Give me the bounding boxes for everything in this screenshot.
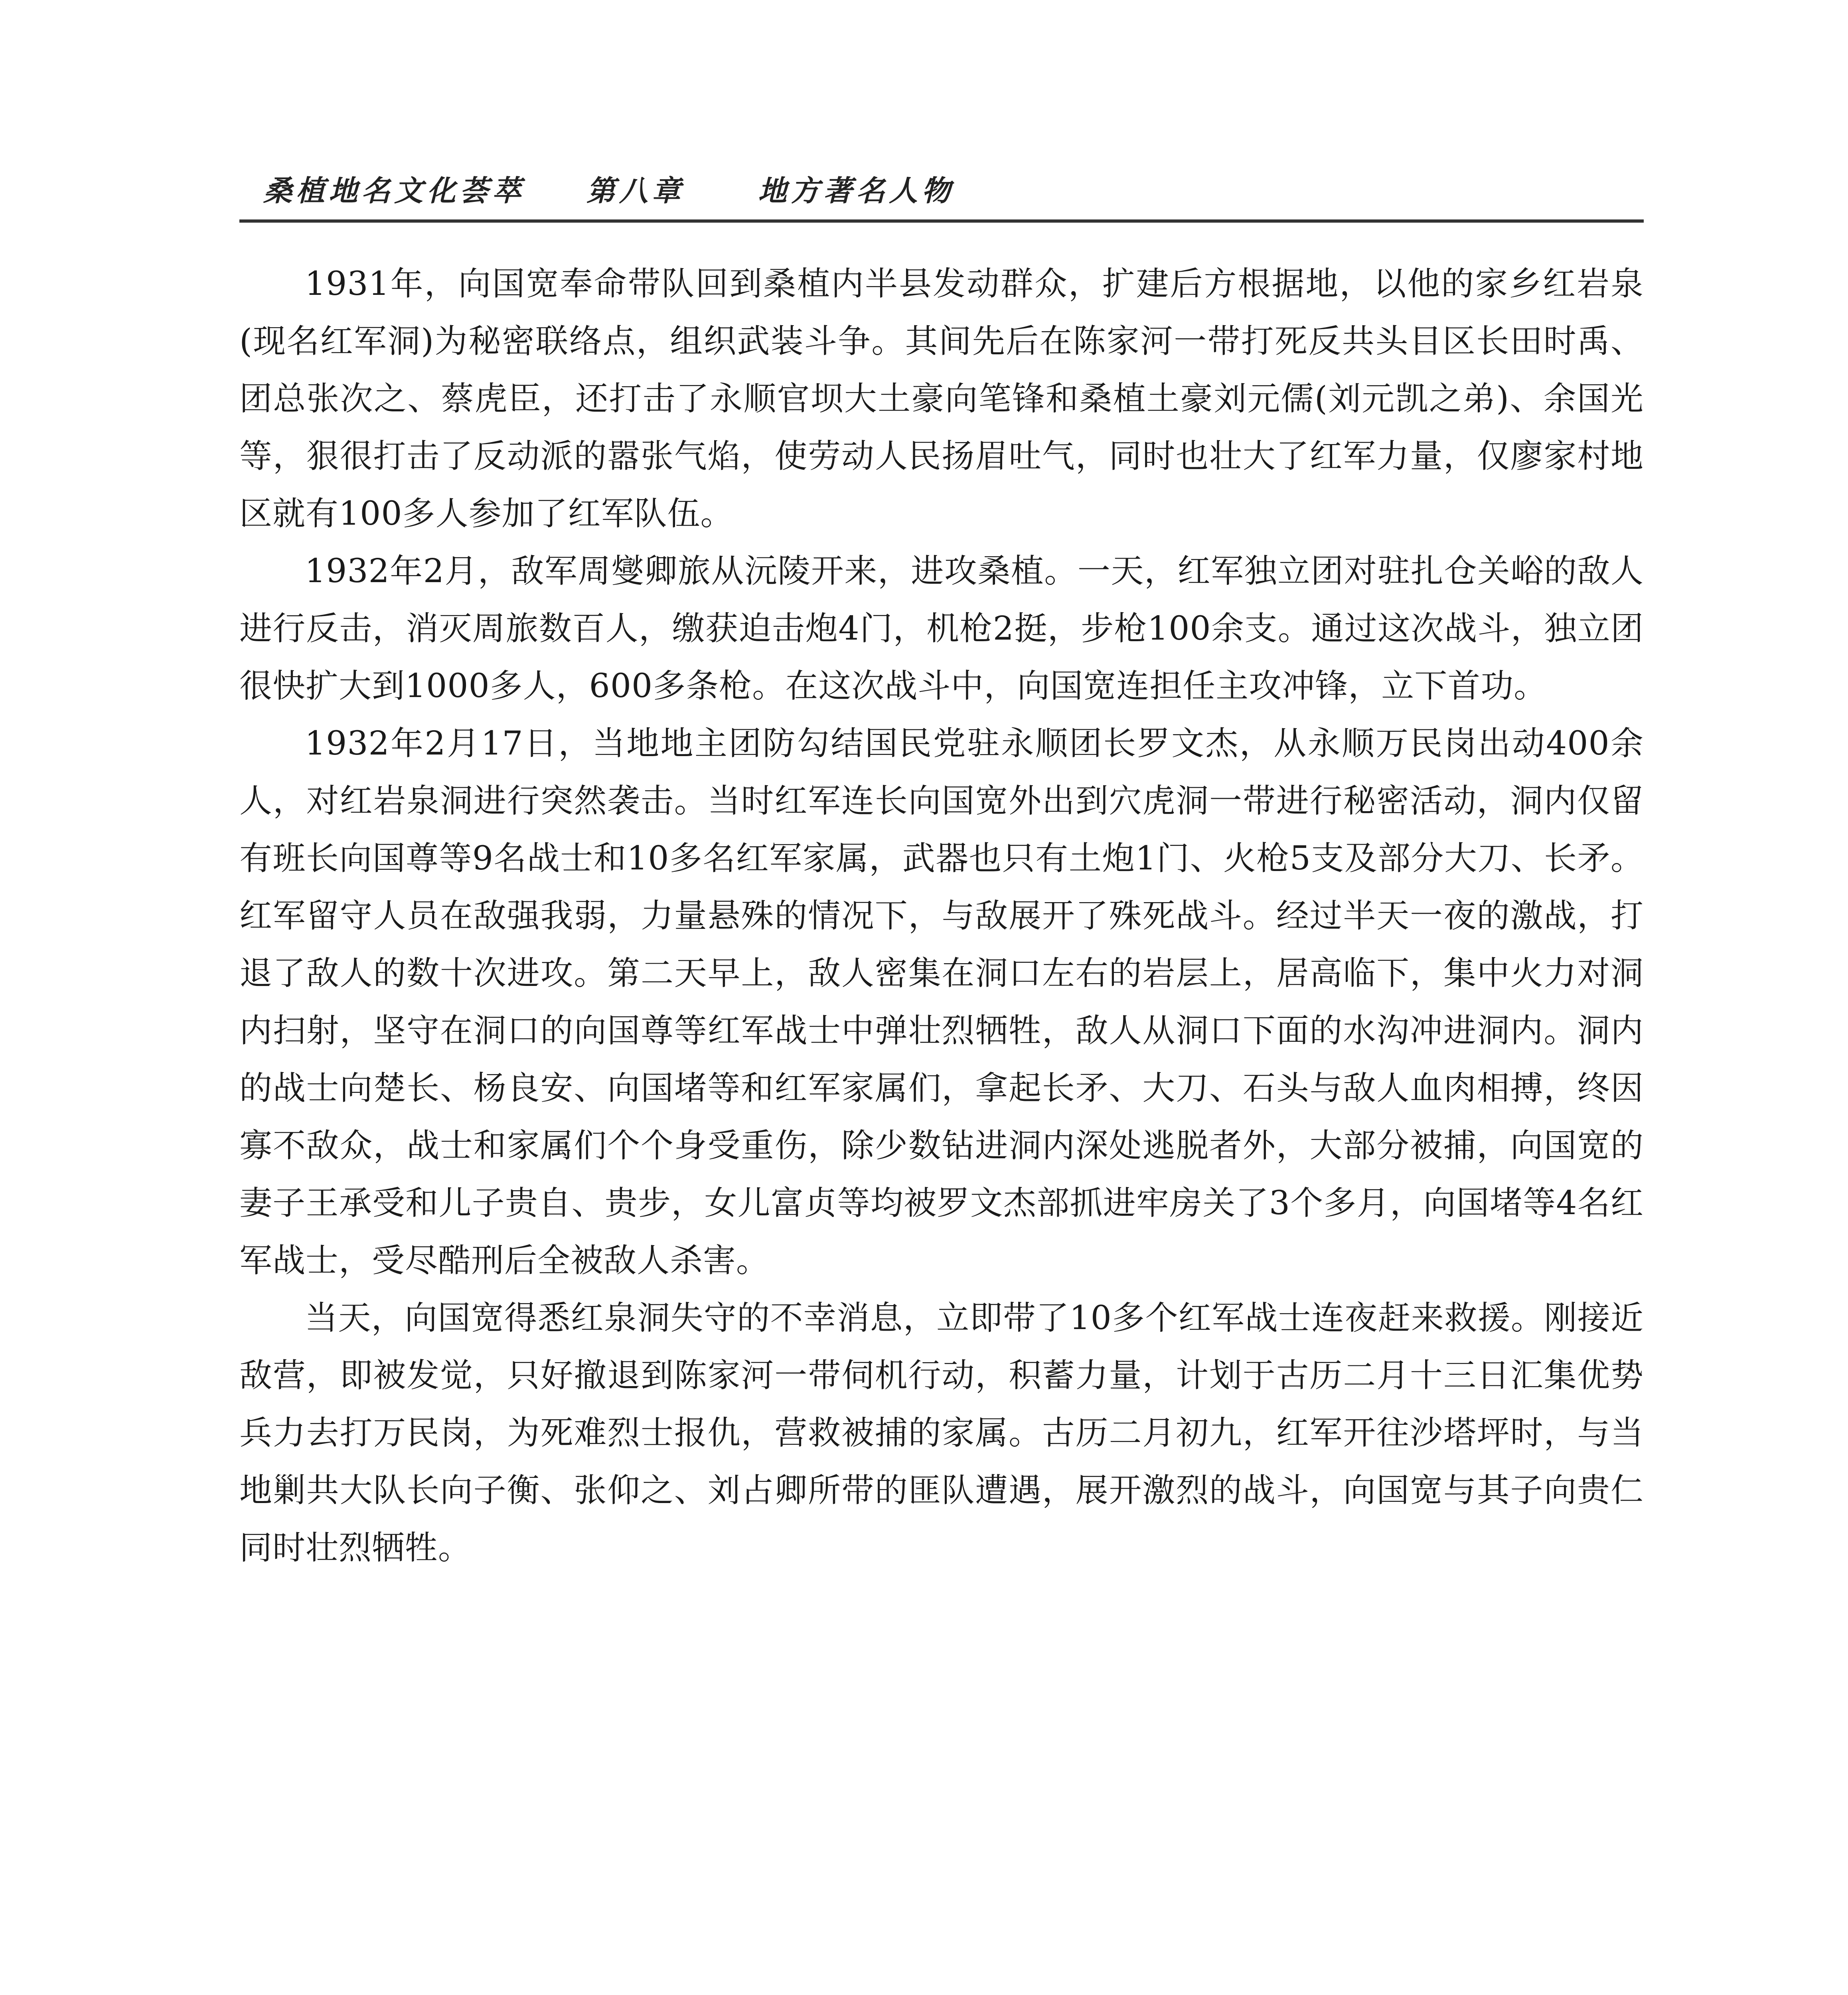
header-divider <box>239 219 1644 223</box>
running-header <box>239 160 1644 219</box>
header-chapter: 第八章 <box>586 174 685 207</box>
paragraph-1931: 1931年，向国宽奉命带队回到桑植内半县发动群众，扩建后方根据地，以他的家乡红岩泉(现名红军洞)为秘密联络点，组织武装斗争。其间先后在陈家河一带打死反共头目区长田时禹、团总张次之、蔡虎臣，还打击了永顺官坝大土豪向笔锋和桑植土豪刘元儒(刘元凯之弟)、余国光等，狠很打击了反动派的嚣张气焰，使劳动人民扬眉吐气，同时也壮大了红军力量，仅廖家村地区就有100多人参加了红军队伍。 <box>239 265 1644 533</box>
header-book-title: 桑植地名文化荟萃 <box>263 174 525 207</box>
paragraph-1932-feb-17: 1932年2月17日，当地地主团防勾结国民党驻永顺团长罗文杰，从永顺万民岗出动400余人，对红岩泉洞进行突然袭击。当时红军连长向国宽外出到穴虎洞一带进行秘密活动，洞内仅留有班长向国尊等9名战士和10多名红军家属，武器也只有土炮1门、火枪5支及部分大刀、长矛。红军留守人员在敌强我弱，力量悬殊的情况下，与敌展开了殊死战斗。经过半天一夜的激战，打退了敌人的数十次进攻。第二天早上，敌人密集在洞口左右的岩层上，居高临下，集中火力对洞内扫射，坚守在洞口的向国尊等红军战士中弹壮烈牺牲，敌人从洞口下面的水沟冲进洞内。洞内的战士向楚长、杨良安、向国堵等和红军家属们，拿起长矛、大刀、石头与敌人血肉相搏，终因寡不敌众，战士和家属们个个身受重伤，除少数钻进洞内深处逃脱者外，大部分被捕，向国宽的妻子王承受和儿子贵自、贵步，女儿富贞等均被罗文杰部抓进牢房关了3个多月，向国堵等4名红军战士，受尽酷刑后全被敌人杀害。 <box>239 725 1644 1280</box>
main-text <box>239 255 1644 1577</box>
paragraph-same-day: 当天，向国宽得悉红泉洞失守的不幸消息，立即带了10多个红军战士连夜赶来救援。刚接近敌营，即被发觉，只好撤退到陈家河一带伺机行动，积蓄力量，计划于古历二月十三日汇集优势兵力去打万民岗，为死难烈士报仇，营救被捕的家属。古历二月初九，红军开往沙塔坪时，与当地剿共大队长向子衡、张仰之、刘占卿所带的匪队遭遇，展开激烈的战斗，向国宽与其子向贵仁同时壮烈牺牲。 <box>239 1299 1644 1567</box>
paragraph-1932-feb: 1932年2月，敌军周燮卿旅从沅陵开来，进攻桑植。一天，红军独立团对驻扎仓关峪的敌人进行反击，消灭周旅数百人，缴获迫击炮4门，机枪2挺，步枪100余支。通过这次战斗，独立团很快扩大到1000多人，600多条枪。在这次战斗中，向国宽连担任主攻冲锋，立下首功。 <box>239 552 1644 705</box>
header-section-title: 地方著名人物 <box>758 174 955 207</box>
